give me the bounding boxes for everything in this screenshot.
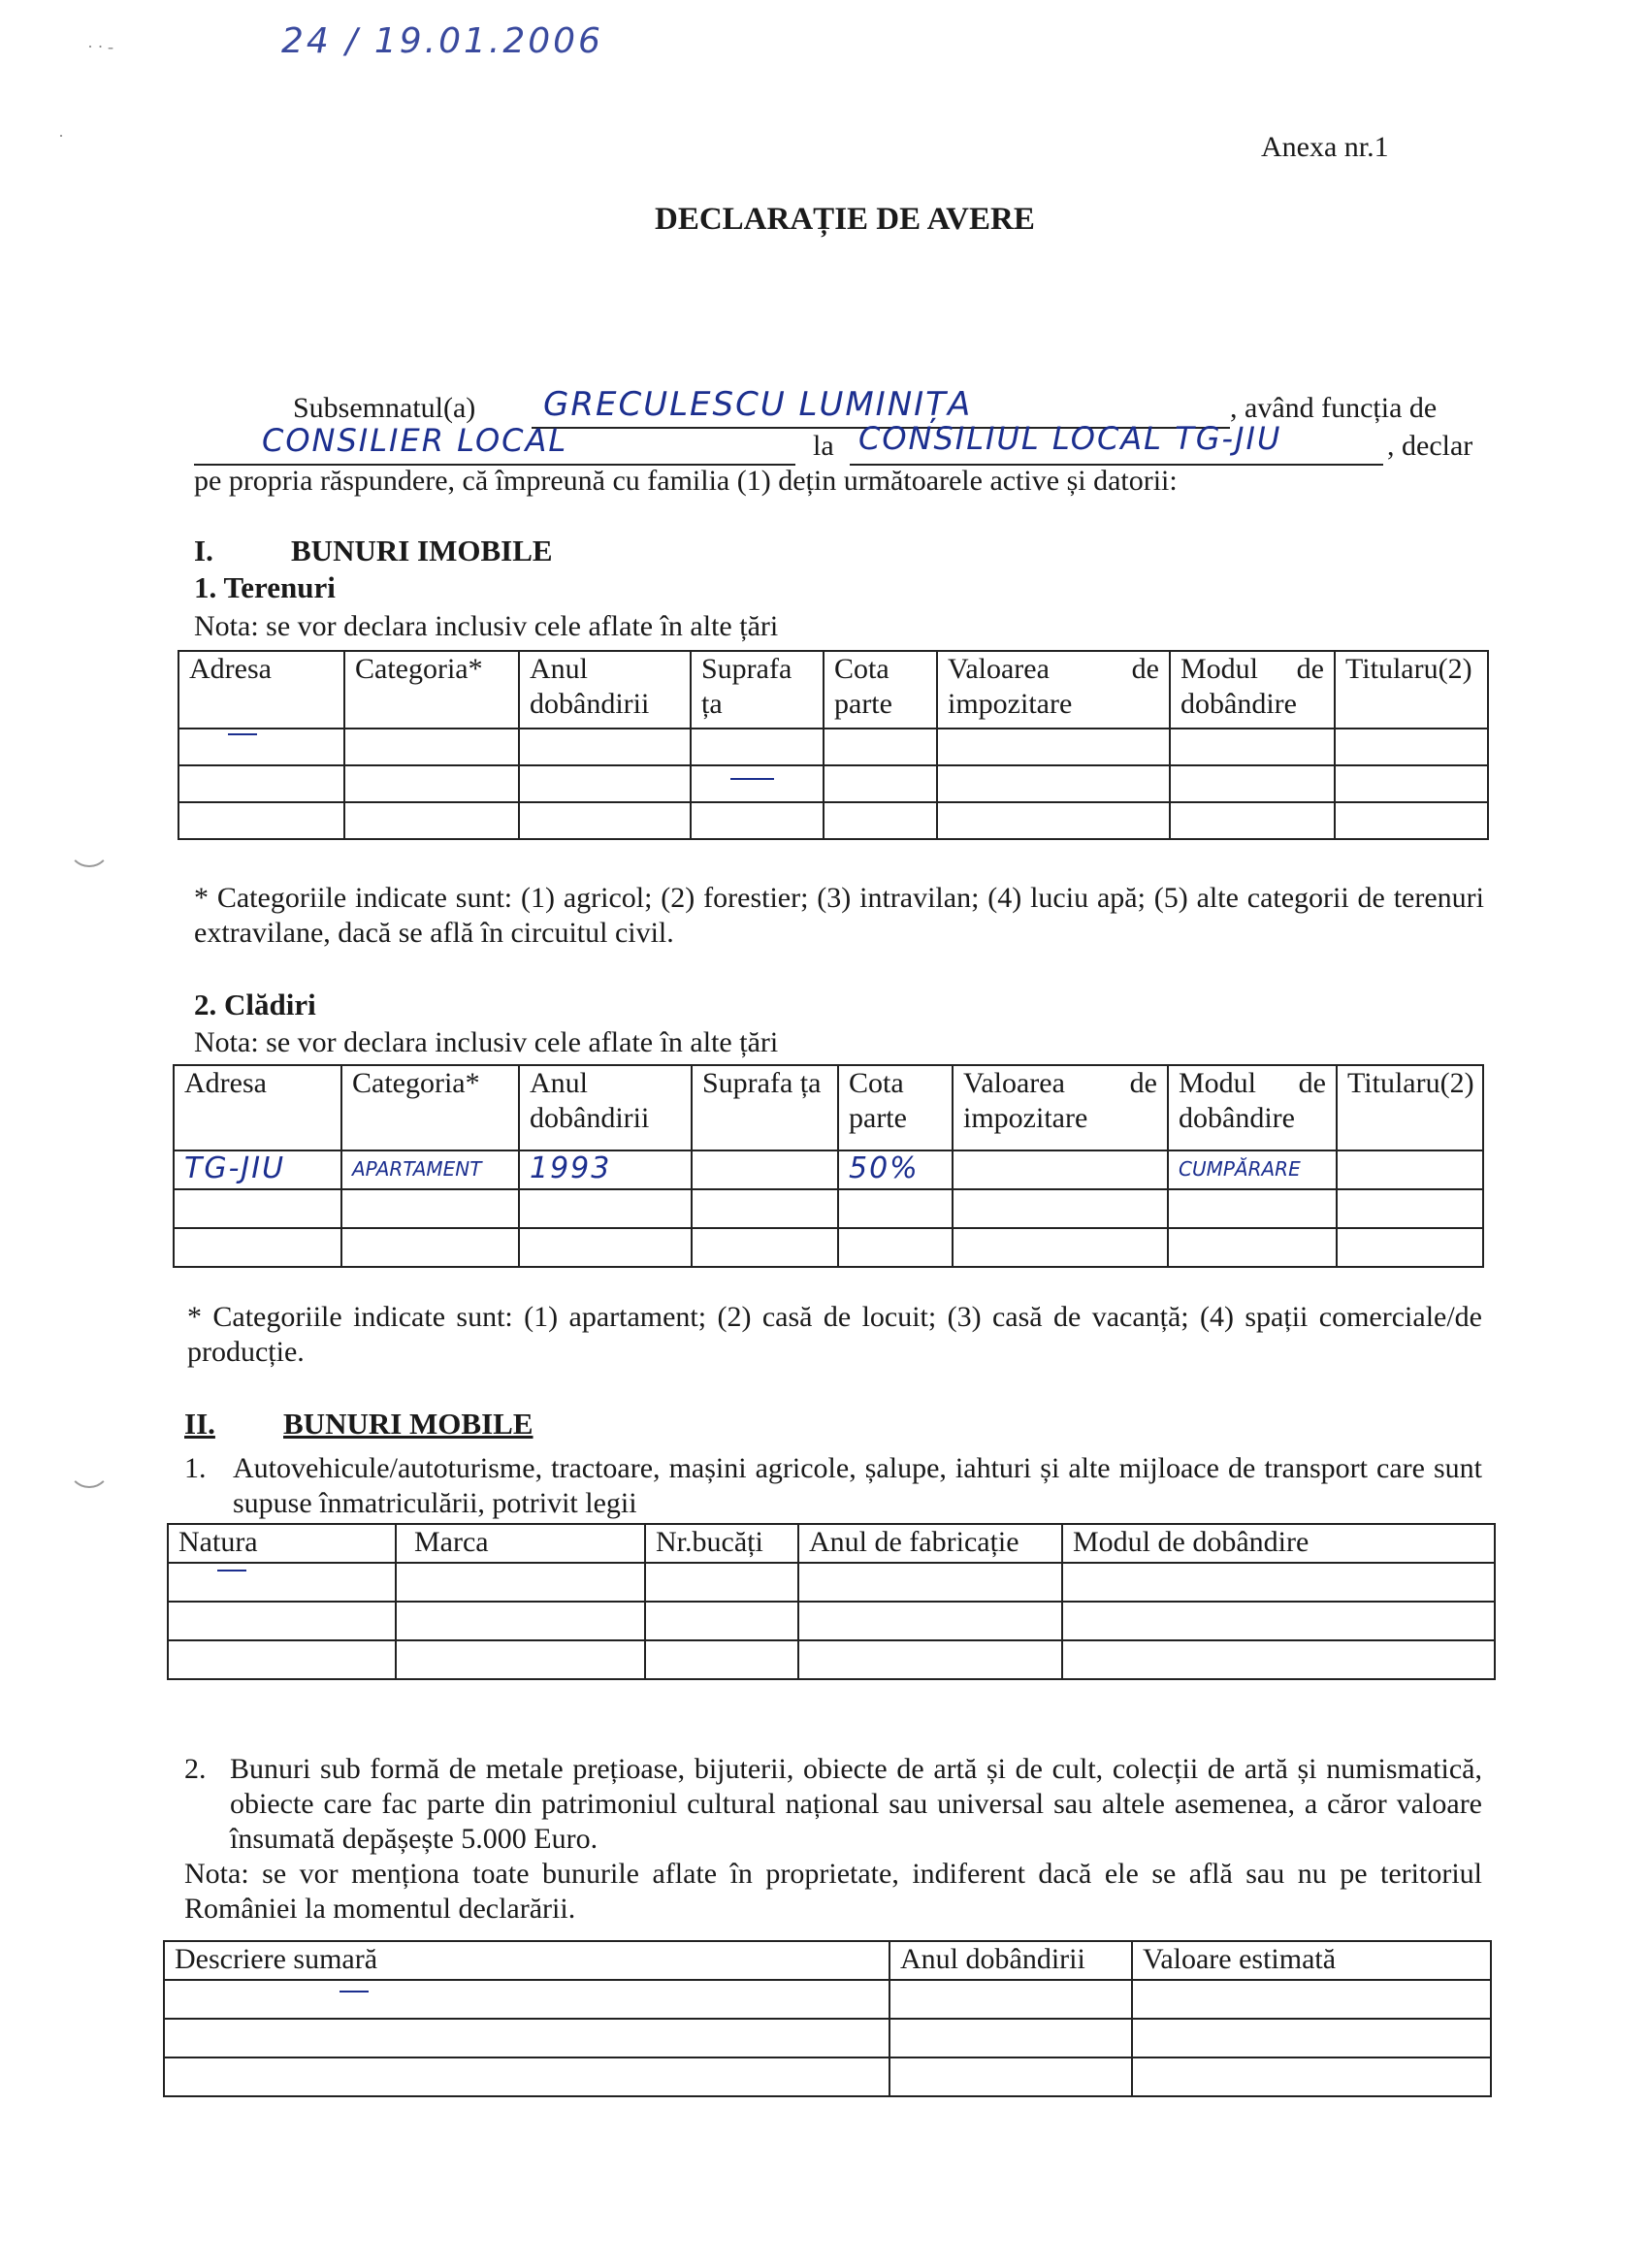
cladiri-note: Nota: se vor declara inclusiv cele aflate în alte țări: [194, 1026, 779, 1058]
column-header: Anul de fabricație: [798, 1524, 1062, 1563]
table-header-row: [174, 1065, 1483, 1150]
column-header: Anul dobândirii: [889, 1941, 1132, 1980]
scan-speck: ·: [58, 126, 64, 146]
table-cell-year: 1993: [519, 1150, 692, 1189]
table-row: [174, 1150, 1483, 1189]
table-cell-category: APARTAMENT: [341, 1150, 519, 1189]
table-cell: [1337, 1228, 1483, 1267]
table-cell: [692, 1150, 838, 1189]
item-1-text: Autovehicule/autoturisme, tractoare, mașini agricole, șalupe, iahturi și alte mijloace de transport care sunt supuse înmatriculării, potrivit legii: [233, 1452, 1482, 1519]
table-cell: [344, 729, 519, 765]
table-cell: [889, 2019, 1132, 2057]
intro-statement: pe propria răspundere, că împreună cu familia (1) dețin următoarele active și datorii:: [194, 465, 1178, 497]
column-header: Modul de dobândire: [1168, 1065, 1337, 1150]
column-header: Categoria*: [341, 1065, 519, 1150]
table-row: [178, 729, 1488, 765]
cladiri-footnote: * Categoriile indicate sunt: (1) apartament; (2) casă de locuit; (3) casă de vacanță; (4) spații comerciale/de producție.: [187, 1301, 1482, 1368]
empty-dash-mark: [340, 1991, 369, 1993]
table-row: [168, 1602, 1495, 1640]
section-1-title: BUNURI IMOBILE: [291, 534, 553, 567]
cladiri-table: [173, 1064, 1484, 1268]
table-row: [178, 765, 1488, 802]
table-cell: [344, 802, 519, 839]
table-cell: [178, 802, 344, 839]
table-cell: [798, 1602, 1062, 1640]
table-cell: [692, 1228, 838, 1267]
terenuri-note: Nota: se vor declara inclusiv cele aflate în alte țări: [194, 610, 779, 642]
table-cell: [692, 1189, 838, 1228]
table-header-row: [168, 1524, 1495, 1563]
column-header: Nr.bucăți: [645, 1524, 798, 1563]
column-header: Natura: [168, 1524, 396, 1563]
table-cell: [341, 1189, 519, 1228]
table-cell: [1170, 765, 1335, 802]
table-cell: [1337, 1189, 1483, 1228]
table-cell: [341, 1228, 519, 1267]
table-cell: [691, 765, 824, 802]
table-cell: [937, 765, 1170, 802]
table-cell: [1132, 2057, 1491, 2096]
table-cell: [164, 1980, 889, 2019]
valuables-table: [163, 1940, 1492, 2097]
item-2-text: Bunuri sub formă de metale prețioase, bijuterii, obiecte de artă și de cult, colecții de artă și numismatică, obiecte care fac parte din patrimoniul cultural național sau universal sau altele asemenea, a căror valoare însumată depășește 5.000 Euro.: [230, 1753, 1482, 1855]
table-row: [164, 2019, 1491, 2057]
table-cell: [178, 729, 344, 765]
table-cell: [164, 2019, 889, 2057]
terenuri-table: [178, 650, 1489, 840]
table-cell-address: TG-JIU: [174, 1150, 341, 1189]
empty-dash-mark: [228, 733, 257, 735]
table-cell: [645, 1602, 798, 1640]
section-1-number: I.: [194, 534, 213, 567]
function-handwritten: CONSILIER LOCAL: [262, 422, 568, 459]
column-header: Titularu(2): [1335, 651, 1488, 729]
table-cell: [396, 1602, 645, 1640]
table-cell: [164, 2057, 889, 2096]
table-cell: [168, 1563, 396, 1602]
table-cell: [396, 1563, 645, 1602]
table-row: [174, 1189, 1483, 1228]
column-header: Valoare estimată: [1132, 1941, 1491, 1980]
table-cell: [1062, 1640, 1495, 1679]
table-cell: [519, 802, 691, 839]
table-cell: [1170, 729, 1335, 765]
table-cell: [824, 765, 937, 802]
table-cell: [1168, 1228, 1337, 1267]
table-cell: [1335, 765, 1488, 802]
table-cell: [691, 802, 824, 839]
column-header: Modul de dobândire: [1062, 1524, 1495, 1563]
column-header: Cota parte: [824, 651, 937, 729]
column-header: Adresa: [174, 1065, 341, 1150]
column-header: Titularu(2): [1337, 1065, 1483, 1150]
name-handwritten: GRECULESCU LUMINIȚA: [543, 385, 973, 424]
table-cell: [1337, 1150, 1483, 1189]
registration-number-handwritten: 24 / 19.01.2006: [281, 21, 603, 61]
table-cell: [1335, 729, 1488, 765]
column-header: Valoarea de impozitare: [953, 1065, 1168, 1150]
item-1-number: 1.: [184, 1452, 207, 1484]
table-cell: [168, 1602, 396, 1640]
column-header: Marca: [396, 1524, 645, 1563]
table-row: [168, 1640, 1495, 1679]
punch-hole-mark: [68, 1445, 111, 1488]
table-cell: [824, 802, 937, 839]
cladiri-heading: 2. Clădiri: [194, 988, 316, 1021]
table-row: [164, 2057, 1491, 2096]
column-header: Cota parte: [838, 1065, 953, 1150]
table-cell: [889, 1980, 1132, 2019]
table-row: [168, 1563, 1495, 1602]
table-cell-acquisition-mode: CUMPĂRARE: [1168, 1150, 1337, 1189]
intro-la: la: [813, 430, 834, 462]
table-cell: [645, 1640, 798, 1679]
table-cell: [889, 2057, 1132, 2096]
column-header: Valoarea de impozitare: [937, 651, 1170, 729]
table-cell: [645, 1563, 798, 1602]
table-cell: [824, 729, 937, 765]
table-cell-share: 50%: [838, 1150, 953, 1189]
column-header: Anul dobândirii: [519, 1065, 692, 1150]
table-cell: [519, 1228, 692, 1267]
column-header: Descriere sumară: [164, 1941, 889, 1980]
table-cell: [344, 765, 519, 802]
terenuri-heading: 1. Terenuri: [194, 570, 336, 604]
table-cell: [1062, 1563, 1495, 1602]
table-cell: [1170, 802, 1335, 839]
column-header: Anul dobândirii: [519, 651, 691, 729]
intro-function-label: , având funcția de: [1230, 392, 1438, 424]
table-row: [174, 1228, 1483, 1267]
annex-label: Anexa nr.1: [1261, 131, 1389, 163]
table-header-row: [164, 1941, 1491, 1980]
empty-dash-mark: [217, 1570, 246, 1571]
table-row: [178, 802, 1488, 839]
table-cell: [519, 765, 691, 802]
section-2-title: BUNURI MOBILE: [283, 1407, 534, 1441]
table-cell: [1062, 1602, 1495, 1640]
item-2-note: Nota: se vor menționa toate bunurile aflate în proprietate, indiferent dacă ele se află sau nu pe teritoriul României la momentul declarării.: [184, 1858, 1482, 1925]
item-2-number: 2.: [184, 1753, 207, 1785]
column-header: Suprafa ța: [692, 1065, 838, 1150]
table-cell: [953, 1228, 1168, 1267]
intro-subsemnatul: Subsemnatul(a): [293, 392, 476, 424]
table-cell: [174, 1228, 341, 1267]
institution-handwritten: CONSILIUL LOCAL TG-JIU: [858, 420, 1282, 457]
table-cell: [953, 1150, 1168, 1189]
document-title: DECLARAȚIE DE AVERE: [655, 202, 1035, 237]
section-2-number: II.: [184, 1407, 215, 1441]
table-cell: [691, 729, 824, 765]
table-cell: [1132, 1980, 1491, 2019]
table-cell: [798, 1563, 1062, 1602]
table-cell: [168, 1640, 396, 1679]
table-cell: [396, 1640, 645, 1679]
table-row: [164, 1980, 1491, 2019]
vehicles-table: [167, 1523, 1496, 1680]
table-cell: [1132, 2019, 1491, 2057]
table-cell: [519, 1189, 692, 1228]
table-cell: [798, 1640, 1062, 1679]
table-cell: [178, 765, 344, 802]
table-cell: [838, 1228, 953, 1267]
empty-dash-mark: [730, 778, 774, 780]
table-cell: [937, 729, 1170, 765]
intro-declar: , declar: [1387, 430, 1473, 462]
table-cell: [838, 1189, 953, 1228]
column-header: Categoria*: [344, 651, 519, 729]
table-cell: [174, 1189, 341, 1228]
table-cell: [937, 802, 1170, 839]
table-cell: [519, 729, 691, 765]
column-header: Suprafa ța: [691, 651, 824, 729]
column-header: Modul de dobândire: [1170, 651, 1335, 729]
column-header: Adresa: [178, 651, 344, 729]
table-header-row: [178, 651, 1488, 729]
table-cell: [1335, 802, 1488, 839]
scan-speck: · · ‐: [87, 37, 113, 56]
table-cell: [1168, 1189, 1337, 1228]
terenuri-footnote: * Categoriile indicate sunt: (1) agricol; (2) forestier; (3) intravilan; (4) luciu apă; (5) alte categorii de terenuri extravilane, dacă se află în circuitul civil.: [194, 882, 1484, 949]
punch-hole-mark: [68, 825, 111, 867]
table-cell: [953, 1189, 1168, 1228]
